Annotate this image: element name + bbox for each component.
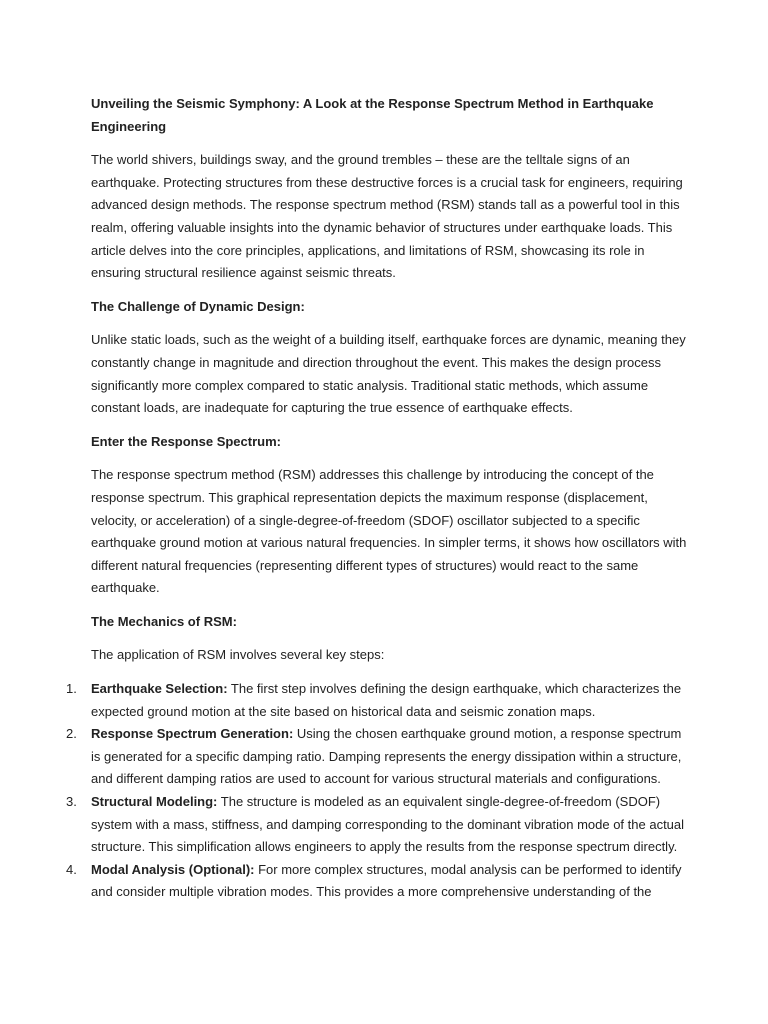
list-item	[66, 723, 691, 791]
list-item-text: The first step involves defining the design earthquake, which characterizes the expected ground motion at the site based on historical data and seismic zonation maps.	[91, 681, 682, 719]
section-body-dynamic-design: Unlike static loads, such as the weight of a building itself, earthquake forces are dynamic, meaning they constantly change in magnitude and direction throughout the event. This makes the design process significantly more complex compared to static analysis. Traditional static methods, which assume constant loads, are inadequate for capturing the true essence of earthquake effects.	[91, 332, 686, 416]
list-item-text: Using the chosen earthquake ground motion, a response spectrum is generated for a specific damping ratio. Damping represents the energy dissipation within a structure, and different damping ratios are used to account for various structural materials and configurations.	[91, 726, 682, 787]
list-item	[66, 859, 691, 904]
list-item-title: Structural Modeling:	[91, 794, 218, 810]
list-item-text: The structure is modeled as an equivalent single-degree-of-freedom (SDOF) system with a mass, stiffness, and damping corresponding to the dominant vibration mode of the actual structure. This simplification allows engineers to apply the results from the response spectrum directly.	[91, 794, 685, 855]
section-body-mechanics: The application of RSM involves several key steps:	[91, 647, 385, 663]
section-heading-mechanics: The Mechanics of RSM:	[91, 613, 237, 629]
list-item-number: 1.	[66, 681, 77, 697]
list-item-number: 2.	[66, 726, 77, 742]
list-item-title: Earthquake Selection:	[91, 681, 228, 697]
list-item-title: Modal Analysis (Optional):	[91, 861, 255, 877]
article-body	[66, 93, 691, 904]
section-body-response-spectrum: The response spectrum method (RSM) addresses this challenge by introducing the concept of the response spectrum. This graphical representation depicts the maximum response (displacement, velocity, or acceleration) of a single-degree-of-freedom (SDOF) oscillator subjected to a specific earthquake ground motion at various natural frequencies. In simpler terms, it shows how oscillators with different natural frequencies (representing different types of structures) would react to the same earthquake.	[91, 467, 687, 596]
list-item-title: Response Spectrum Generation:	[91, 726, 294, 742]
section-heading-response-spectrum: Enter the Response Spectrum:	[91, 433, 281, 449]
list-item-number: 3.	[66, 794, 77, 810]
list-item-number: 4.	[66, 861, 77, 877]
intro-paragraph: The world shivers, buildings sway, and the ground trembles – these are the telltale signs of an earthquake. Protecting structures from these destructive forces is a crucial task for engineers, requiring advanced design methods. The response spectrum method (RSM) stands tall as a powerful tool in this realm, offering valuable insights into the dynamic behavior of structures under earthquake loads. This article delves into the core principles, applications, and limitations of RSM, showcasing its role in ensuring structural resilience against seismic threats.	[91, 152, 683, 281]
steps-list	[66, 678, 691, 904]
section-heading-dynamic-design: The Challenge of Dynamic Design:	[91, 298, 305, 314]
list-item	[66, 678, 691, 723]
list-item-text: For more complex structures, modal analysis can be performed to identify and consider multiple vibration modes. This provides a more comprehensive understanding of the	[91, 861, 682, 900]
list-item	[66, 791, 691, 859]
article-title: Unveiling the Seismic Symphony: A Look at the Response Spectrum Method in Earthquake Engineering	[91, 96, 654, 134]
